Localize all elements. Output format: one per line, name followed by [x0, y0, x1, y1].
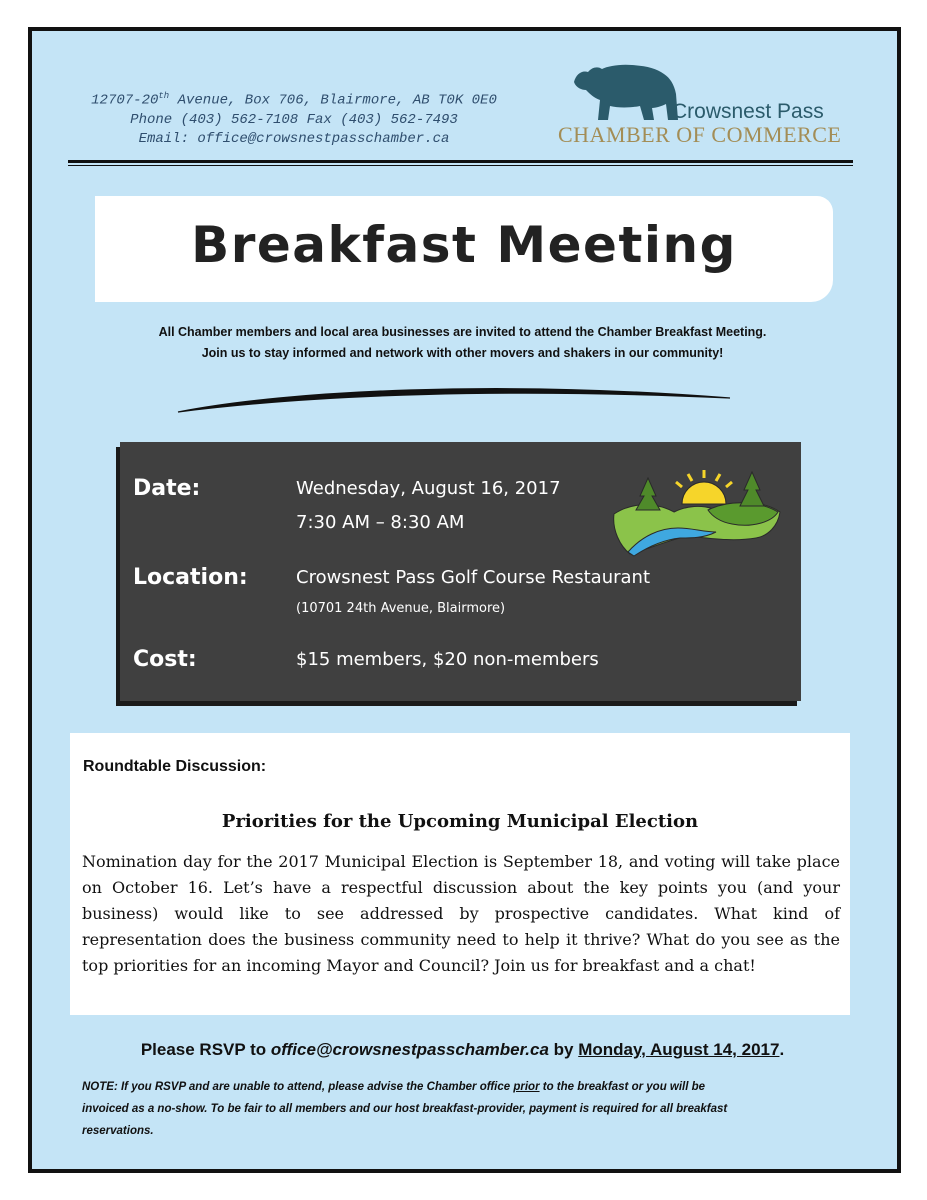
location-value: Crowsnest Pass Golf Course Restaurant [296, 567, 651, 588]
landscape-sunrise-icon [612, 466, 784, 558]
note-line-3: reservations. [82, 1125, 154, 1137]
note-line-1: NOTE: If you RSVP and are unable to attend, please advise the Chamber office prior to the breakfast or you will be [82, 1081, 706, 1093]
logo-subtitle: CHAMBER OF COMMERCE [558, 122, 842, 147]
cost-value: $15 members, $20 non-members [296, 649, 599, 670]
location-address: (10701 24th Avenue, Blairmore) [296, 601, 506, 616]
event-details-panel [120, 442, 801, 701]
address: 12707-20th Avenue, Box 706, Blairmore, AB T0K 0E0 [91, 91, 497, 109]
intro-text [70, 322, 855, 364]
roundtable-title: Priorities for the Upcoming Municipal Election [221, 811, 699, 832]
rsvp-email[interactable]: office@crowsnestpasschamber.ca [270, 1040, 549, 1059]
phone-fax: Phone (403) 562-7108 Fax (403) 562-7493 [130, 111, 458, 128]
note-line-2: invoiced as a no-show. To be fair to all members and our host breakfast-provider, payment is required for all breakfast [82, 1103, 728, 1115]
date-value: Wednesday, August 16, 2017 [296, 478, 561, 499]
email: Email: office@crowsnestpasschamber.ca [138, 130, 450, 147]
header-rule [68, 160, 853, 163]
swoosh-divider [170, 378, 740, 418]
location-label: Location: [133, 565, 248, 590]
rsvp-deadline: Monday, August 14, 2017 [578, 1040, 780, 1059]
intro-line-1: All Chamber members and local area businesses are invited to attend the Chamber Breakfast Meeting. [158, 325, 767, 339]
logo-name: Crowsnest Pass [672, 100, 824, 123]
note-text [82, 1076, 852, 1142]
bear-icon [568, 60, 688, 124]
contact-info [84, 87, 504, 149]
roundtable-body: Nomination day for the 2017 Municipal Election is September 18, and voting will take place on October 16. Let’s have a respectful discussion about the key points you (and your business) would like to see addressed by prospective candidates. What kind of representation does the business community need to help it thrive? What do you see as the top priorities for an incoming Mayor and Council? Join us for breakfast and a chat! [82, 852, 840, 975]
intro-line-2: Join us to stay informed and network with other movers and shakers in our community! [201, 346, 724, 360]
header-rule-thin [68, 165, 853, 166]
title-banner [95, 196, 833, 302]
date-label: Date: [133, 476, 201, 501]
time-value: 7:30 AM – 8:30 AM [296, 512, 465, 533]
chamber-logo [556, 60, 846, 150]
cost-label: Cost: [133, 647, 197, 672]
page-title: Breakfast Meeting [191, 216, 737, 274]
roundtable-heading: Roundtable Discussion: [83, 758, 267, 775]
rsvp-line: Please RSVP to office@crowsnestpasschamber.ca by Monday, August 14, 2017. [140, 1040, 785, 1059]
roundtable-section [70, 733, 850, 1015]
